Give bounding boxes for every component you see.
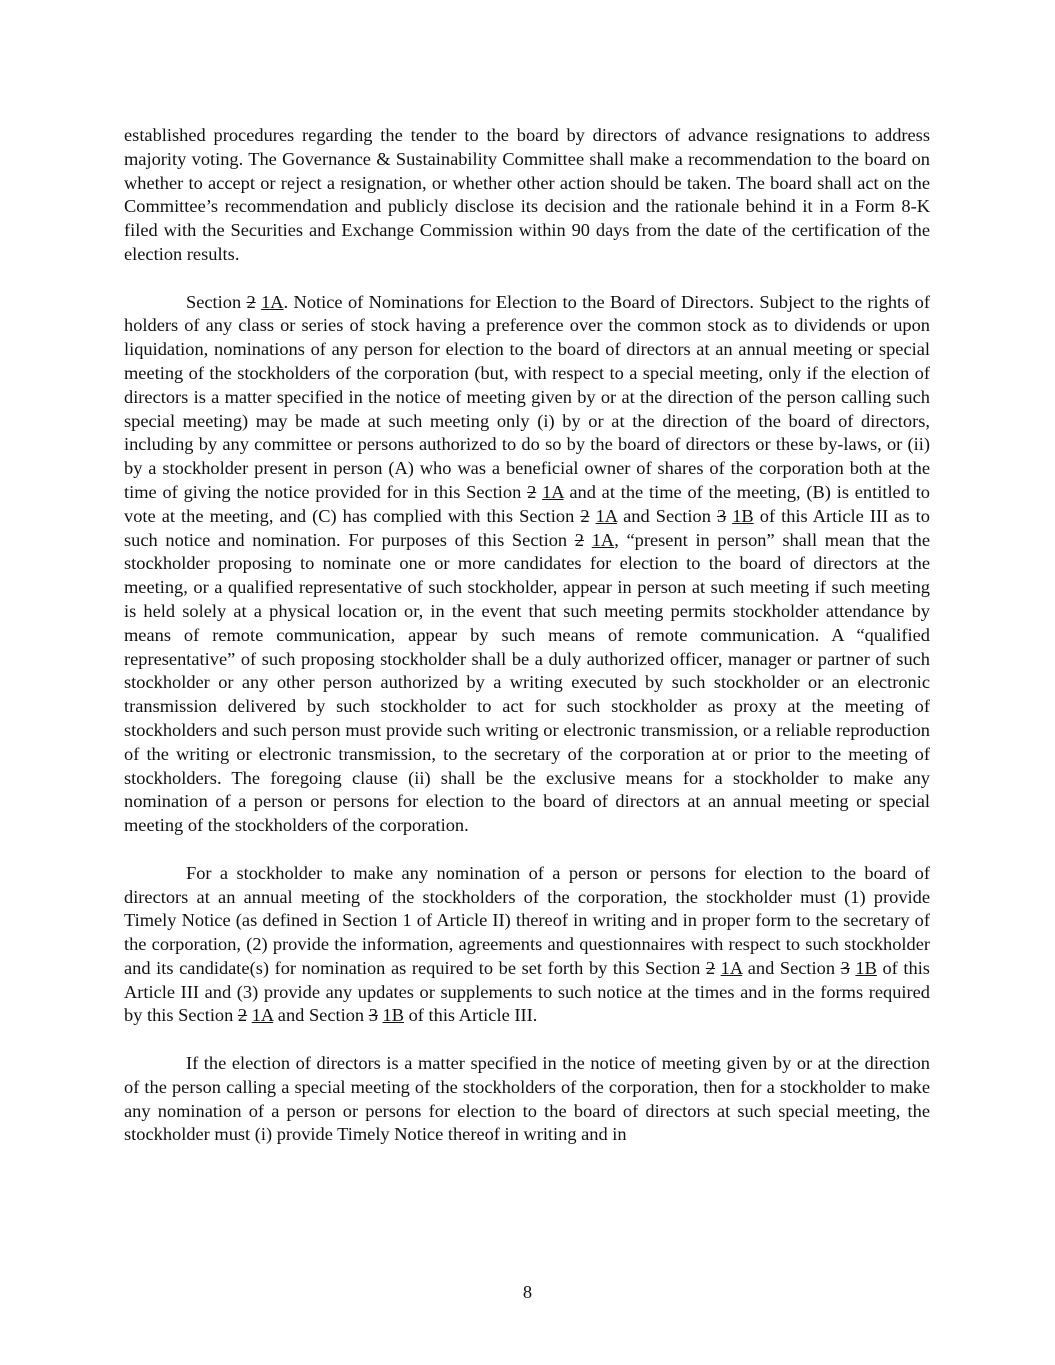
document-body [124, 124, 930, 1147]
text-run: For a stockholder to make any nomination of a person or persons for election to the board of directors at an annual meeting of the stockholders of the corporation, the stockholder must (1) provide Timely Notice (as defined in Section 1 of Article II) thereof in writing and in proper form to the secretary of the corporation, (2) provide the information, agreements and questionnaires with respect to such stockholder and its candidate(s) for nomination as required to be set forth by this Section [124, 862, 930, 978]
text-run [584, 530, 592, 550]
inserted-text: 1A [595, 505, 618, 526]
text-run: of this Article III. [404, 1005, 538, 1026]
deleted-text: 2 [246, 291, 256, 312]
text-run: and Section [742, 957, 841, 978]
text-run: established procedures regarding the tender to the board by directors of advance resignations to address majority voting. The Governance & Sustainability Committee shall make a recommendation to the board on whether to accept or reject a resignation, or whether other action should be taken. The board shall act on the Committee’s recommendation and publicly disclose its decision and the rationale behind it in a Form 8-K filed with the Securities and Exchange Commission within 90 days from the date of the certification of the election results. [124, 125, 930, 264]
inserted-text: 1A [251, 1005, 274, 1026]
text-run: and at the time of the meeting, (B) is entitled to vote at the meeting, and (C) has complied with this Section [124, 481, 931, 526]
text-run: of this Article III as to such notice and nomination. For purposes of this Section [124, 505, 930, 550]
inserted-text: 1B [855, 957, 877, 978]
text-run: , “present in person” shall mean that the stockholder proposing to nominate one or more candidates for election to the board of directors at the meeting, or a qualified representative of such stockholder, appear in person at such meeting if such meeting is held solely at a physical location or, in the event that such meeting permits stockholder attendance by means of remote communication, appear by such means of remote communication. A “qualified representative” of such proposing stockholder shall be a duly authorized officer, manager or partner of such stockholder or any other person authorized by a writing executed by such stockholder or an electronic transmission delivered by such stockholder to act for such stockholder as proxy at the meeting of stockholders and such person must provide such writing or electronic transmission, or a reliable reproduction of the writing or electronic transmission, to the secretary of the corporation at or prior to the meeting of stockholders. The foregoing clause (ii) shall be the exclusive means for a stockholder to make any nomination of a person or persons for election to the board of directors at an annual meeting or special meeting of the stockholders of the corporation. [124, 529, 931, 836]
text-run: . Notice of Nominations for Election to the Board of Directors. Subject to the rights of holders of any class or series of stock having a preference over the common stock as to dividends or upon liquidation, nominations of any person for election to the board of directors at an annual meeting or special meeting of the stockholders of the corporation (but, with respect to a special meeting, only if the election of directors is a matter specified in the notice of meeting given by or at the direction of the person calling such special meeting) may be made at such meeting only (i) by or at the direction of the board of directors, including by any committee or persons authorized to do so by the board of directors or these by-laws, or (ii) by a stockholder present in person (A) who was a beneficial owner of shares of the corporation both at the time of giving the notice provided for in this Section [124, 291, 930, 502]
inserted-text: 1B [382, 1005, 404, 1026]
deleted-text: 3 [368, 1005, 378, 1026]
document-page [124, 124, 930, 1171]
deleted-text: 2 [574, 529, 584, 550]
text-run: Section [186, 291, 247, 312]
text-run: and Section [273, 1005, 369, 1026]
deleted-text: 2 [527, 481, 537, 502]
inserted-text: 1A [720, 957, 743, 978]
text-run: If the election of directors is a matter specified in the notice of meeting given by or at the direction of the person calling a special meeting of the stockholders of the corporation, then for a stockholder to make any nomination of a person or persons for election to the board of directors at such special meeting, the stockholder must (i) provide Timely Notice thereof in writing and in [124, 1053, 930, 1145]
deleted-text: 2 [237, 1005, 248, 1026]
paragraph [124, 291, 930, 838]
paragraph [124, 1052, 930, 1147]
inserted-text: 1A [261, 291, 284, 312]
inserted-text: 1A [542, 481, 564, 502]
deleted-text: 2 [705, 957, 716, 978]
inserted-text: 1A [591, 529, 615, 550]
deleted-text: 3 [716, 505, 727, 526]
deleted-text: 3 [840, 957, 850, 978]
deleted-text: 2 [580, 505, 590, 526]
paragraph [124, 124, 930, 267]
paragraph [124, 862, 930, 1029]
text-run: of this Article III and (3) provide any updates or supplements to such notice at the times and in the forms required by this Section [124, 957, 930, 1026]
text-run: and Section [617, 505, 717, 526]
inserted-text: 1B [732, 505, 754, 526]
page-number: 8 [522, 1282, 533, 1302]
